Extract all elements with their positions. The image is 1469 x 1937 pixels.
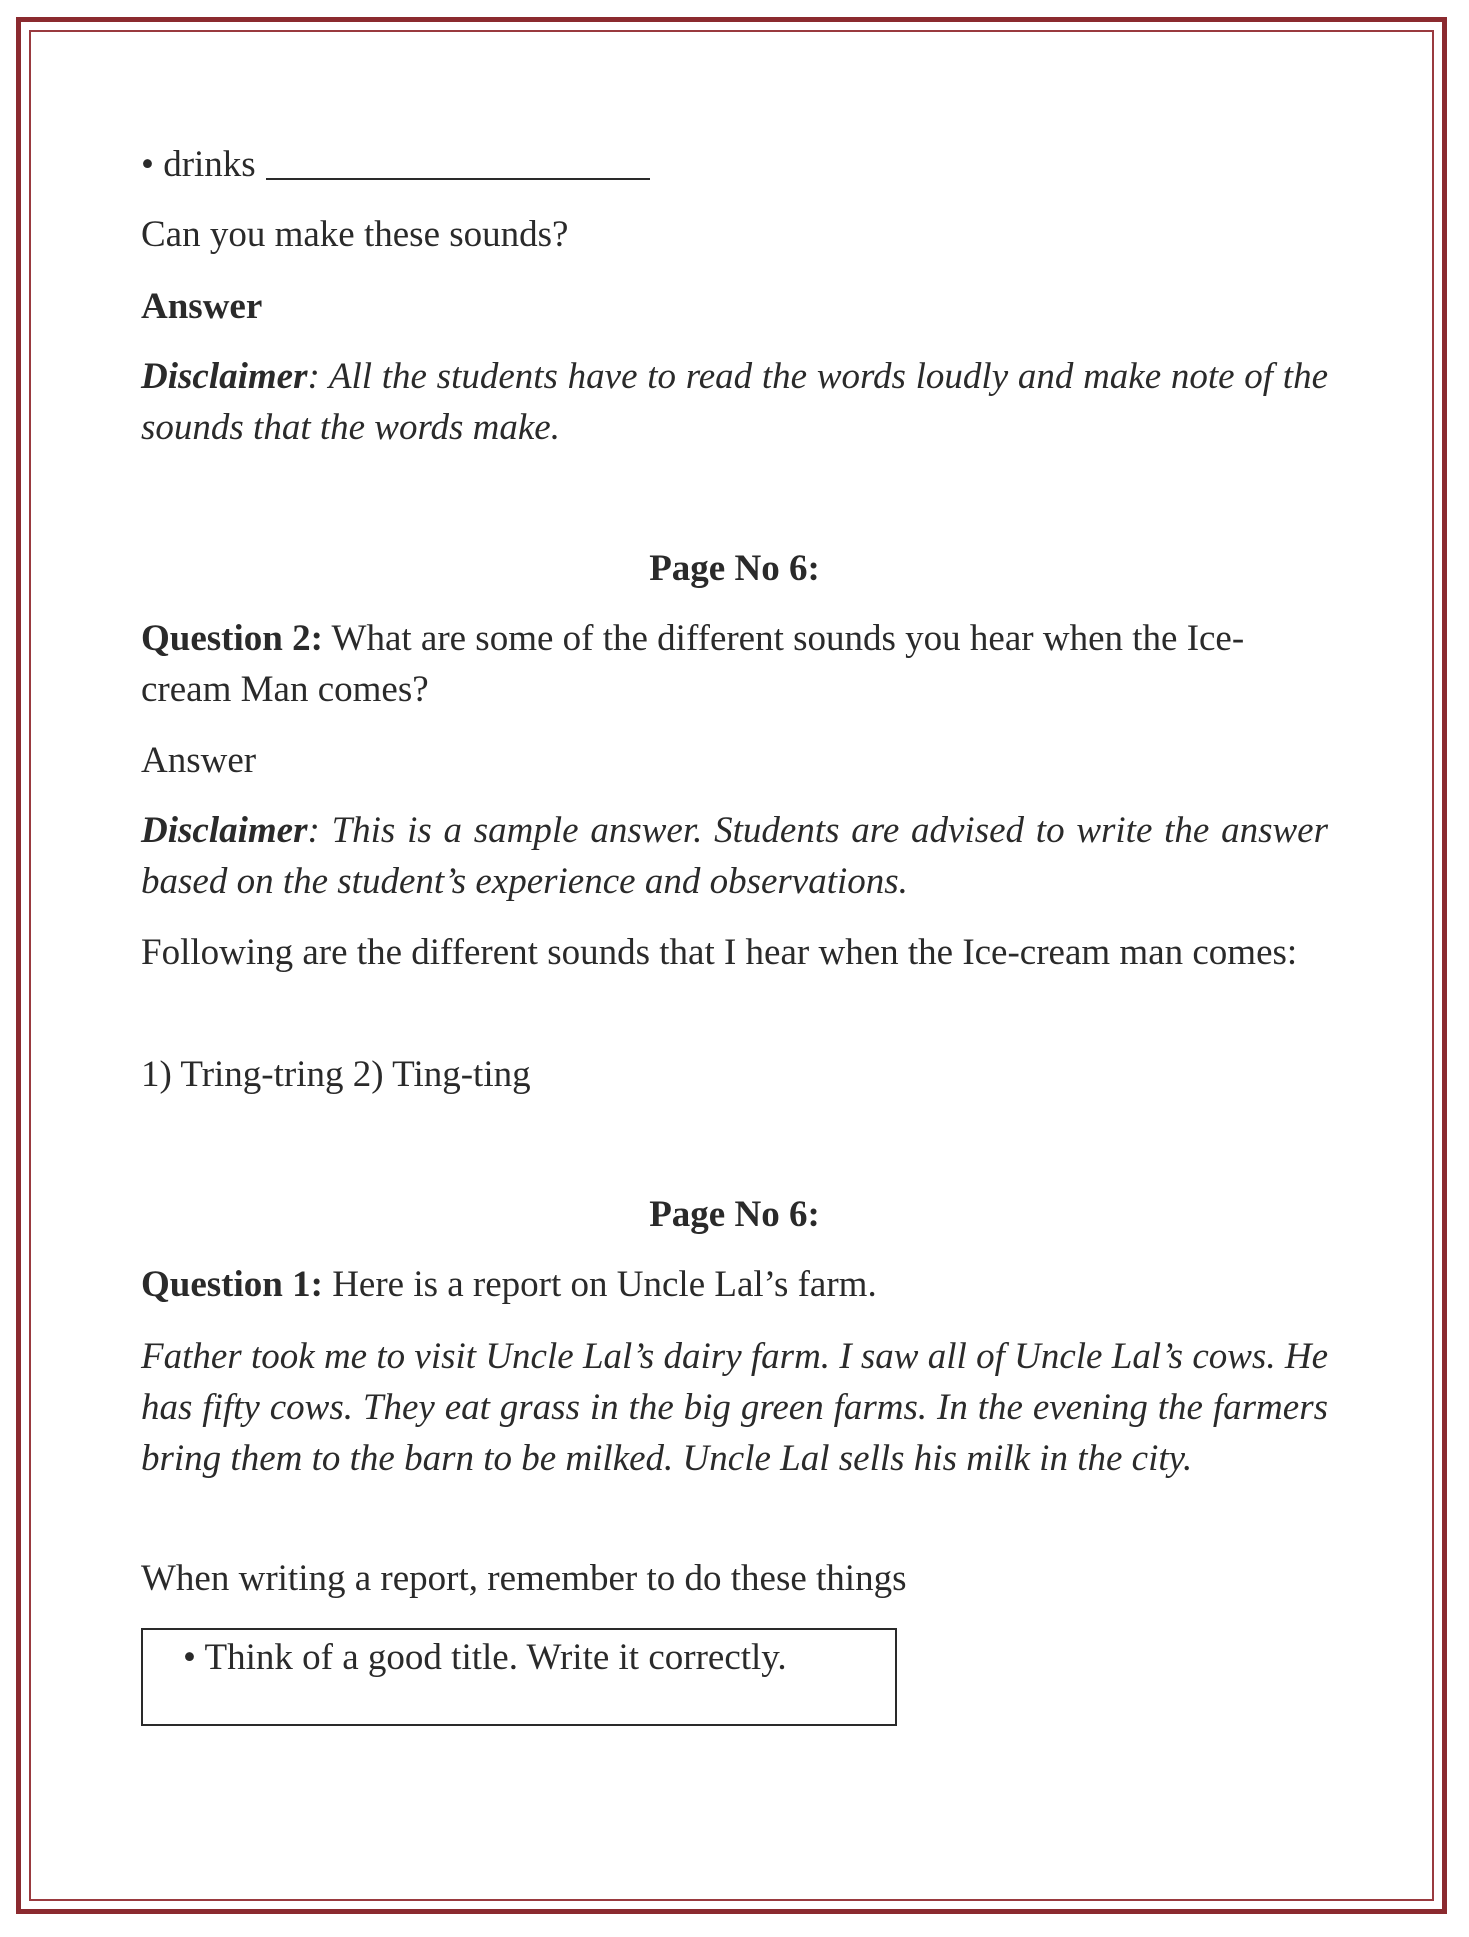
drinks-item [141,139,650,190]
disclaimer-label: Disclaimer [141,356,308,397]
disclaimer-label: Disclaimer [141,810,308,851]
report-instructions: When writing a report, remember to do these things [141,1558,907,1599]
answer-heading: Answer [141,286,263,327]
question-label: Question 2: [141,618,323,659]
disclaimer-1 [141,351,1328,453]
box-item: • Think of a good title. Write it correctly. [183,1637,787,1678]
disclaimer-text: : This is a sample answer. Students are advised to write the answer based on the student’s experience and observations. [141,810,1328,902]
question-2 [141,613,1328,715]
fill-in-blank-line [266,144,650,180]
sounds-list: 1) Tring-tring 2) Ting-ting [141,1054,531,1095]
disclaimer-2 [141,805,1328,907]
question-label: Question 1: [141,1264,323,1305]
disclaimer-text: : All the students have to read the words loudly and make note of the sounds that the words make. [141,356,1328,448]
answer-paragraph: Following are the different sounds that I hear when the Ice-cream man comes: [141,932,1298,973]
answer-heading: Answer [141,740,257,781]
question-1 [141,1259,1328,1310]
instructions-box [141,1628,897,1726]
sounds-question: Can you make these sounds? [141,214,569,255]
question-text: What are some of the different sounds you hear when the Ice-cream Man comes? [141,618,1245,710]
page-heading: Page No 6: [649,1194,820,1235]
report-text: Father took me to visit Uncle Lal’s dairy farm. I saw all of Uncle Lal’s cows. He has fifty cows. They eat grass in the big green farms. In the evening the farmers bring them to the barn to be milked. Uncle Lal sells his milk in the city. [141,1336,1328,1479]
drinks-label: • drinks [141,144,256,185]
page-heading: Page No 6: [649,548,820,589]
question-text: Here is a report on Uncle Lal’s farm. [322,1264,877,1305]
